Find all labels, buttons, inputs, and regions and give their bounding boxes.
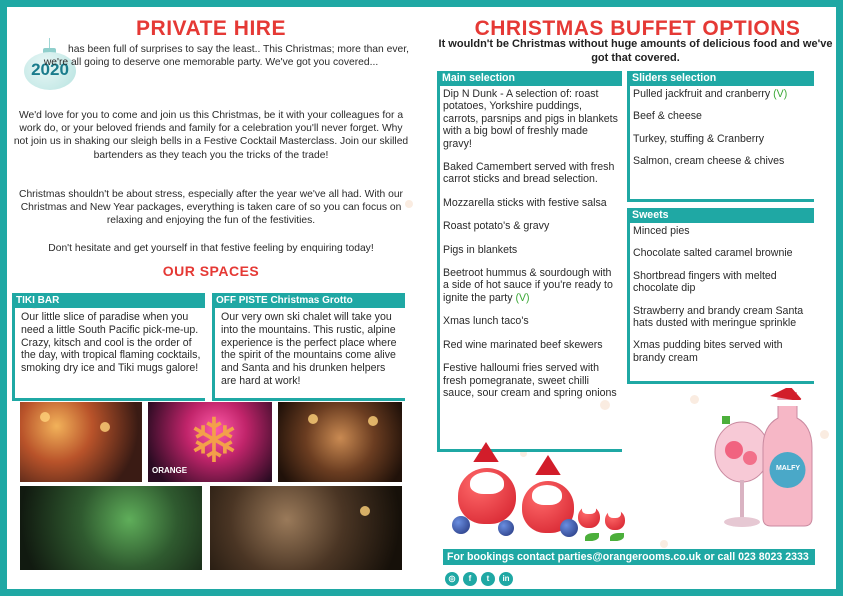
list-item: Beef & cheese: [633, 110, 702, 123]
list-item: Baked Camembert served with fresh carrot sticks and bread selection.: [443, 161, 615, 186]
buffet-subtitle: It wouldn't be Christmas without huge amounts of delicious food and we've got that covered.: [438, 38, 833, 64]
main-selection-list: [437, 86, 622, 452]
tiki-bar-label: TIKI BAR: [12, 293, 205, 308]
photo-lounge: [278, 402, 402, 482]
sweets-list: [627, 223, 814, 384]
list-item: Salmon, cream cheese & chives: [633, 155, 785, 168]
main-selection-label: Main selection: [437, 71, 622, 86]
list-item: Strawberry and brandy cream Santa hats dusted with meringue sprinkle: [633, 304, 804, 330]
intro-paragraph-3: Christmas shouldn't be about stress, especially after the year we've all had. With our Christmas and New Year packages, everything is taken care of so you can focus on relaxing and enjoying the fun of the festivities.: [19, 189, 403, 227]
photo-snowflake-venue: [148, 402, 272, 482]
our-spaces-title: OUR SPACES: [162, 263, 260, 279]
intro-paragraph-4: Don't hesitate and get yourself in that festive feeling by enquiring today!: [48, 243, 374, 254]
tiki-bar-text: Our little slice of paradise when you need a little South Pacific pick-me-up. Crazy, kitsch and cool is the order of the day, with tropical flaming cocktails, smoking dry ice and Tiki mugs galore!: [12, 308, 205, 401]
decor-dot: [690, 395, 699, 404]
strawberry-santa-illustration: [452, 442, 522, 532]
decor-dot: [820, 430, 829, 439]
photo-chalet: [210, 486, 402, 570]
year-badge: 2020: [31, 60, 69, 79]
strawberry-santa-illustration: [516, 455, 580, 540]
sliders-list: [627, 86, 814, 202]
snowflake-icon: ❄: [188, 407, 240, 476]
off-piste-text: Our very own ski chalet will take you into the mountains. This rustic, alpine experience is the perfect place where the spirit of the mountains come alive and Santa and his drunken helpers are hard at work!: [212, 308, 405, 401]
list-item: Dip N Dunk - A selection of: roast potatoes, Yorkshire puddings, carrots, parsnips and pigs in blankets with a big bowl of freshly made gravy!: [443, 88, 618, 150]
instagram-icon[interactable]: ◎: [445, 572, 459, 586]
list-item: Roast potato's & gravy: [443, 220, 550, 233]
bottle-label: MALFY: [775, 465, 801, 472]
sweets-box: [627, 208, 814, 384]
facebook-icon[interactable]: f: [463, 572, 477, 586]
vegetarian-mark: (V): [515, 291, 530, 304]
gin-bottle-illustration: [760, 388, 815, 528]
strawberry-santa-illustration: [603, 502, 627, 530]
list-item: Pigs in blankets: [443, 243, 518, 256]
intro-paragraph-1: has been full of surprises to say the least.. This Christmas; more than ever, we're all going to deserve one memorable party. We've got you covered...: [43, 44, 409, 69]
list-item: Xmas lunch taco's: [443, 315, 529, 328]
holly-leaf-icon: [585, 533, 599, 541]
list-item: Chocolate salted caramel brownie: [633, 247, 793, 260]
strawberry-santa-illustration: [576, 498, 602, 528]
linkedin-icon[interactable]: in: [499, 572, 513, 586]
list-item: Beetroot hummus & sourdough with a side of hot sauce if you're ready to ignite the party (V): [443, 267, 613, 304]
list-item: Turkey, stuffing & Cranberry: [633, 132, 765, 145]
booking-contact-bar: For bookings contact parties@orangerooms.co.uk or call 023 8023 2333: [443, 549, 815, 565]
holly-leaf-icon: [610, 533, 624, 541]
list-item: Festive halloumi fries served with fresh pomegranate, sweet chilli sauce, sour cream and spring onions: [443, 362, 617, 399]
orange-sign: ORANGE: [152, 466, 188, 475]
list-item: Mozzarella sticks with festive salsa: [443, 196, 607, 209]
twitter-icon[interactable]: t: [481, 572, 495, 586]
list-item: Pulled jackfruit and cranberry (V): [633, 88, 788, 100]
buffet-title: CHRISTMAS BUFFET OPTIONS: [474, 17, 801, 40]
tiki-bar-box: [12, 293, 205, 401]
list-item: Red wine marinated beef skewers: [443, 338, 603, 351]
list-item: Minced pies: [633, 225, 690, 237]
decor-dot: [660, 540, 668, 548]
off-piste-label: OFF PISTE Christmas Grotto: [212, 293, 405, 308]
list-item: Shortbread fingers with melted chocolate dip: [633, 269, 777, 295]
list-item: Xmas pudding bites served with brandy cream: [633, 339, 783, 364]
sliders-selection-label: Sliders selection: [627, 71, 814, 86]
intro-paragraph-2: We'd love for you to come and join us this Christmas, be it with your colleagues for a work do, or your beloved friends and family for a celebration you'll never forget. Why not join us in shaking our sleigh bells in a Festive Cocktail Masterclass. Join our skilled bartenders as they teach you the tricks of the trade!: [13, 110, 409, 161]
photo-crowd: [20, 486, 202, 570]
sweets-label: Sweets: [627, 208, 814, 223]
vegetarian-mark: (V): [773, 88, 788, 100]
off-piste-box: [212, 293, 405, 401]
photo-tiki-bar: [20, 402, 142, 482]
sliders-selection-box: [627, 71, 814, 202]
private-hire-title: PRIVATE HIRE: [136, 17, 286, 40]
main-selection-box: [437, 71, 622, 452]
